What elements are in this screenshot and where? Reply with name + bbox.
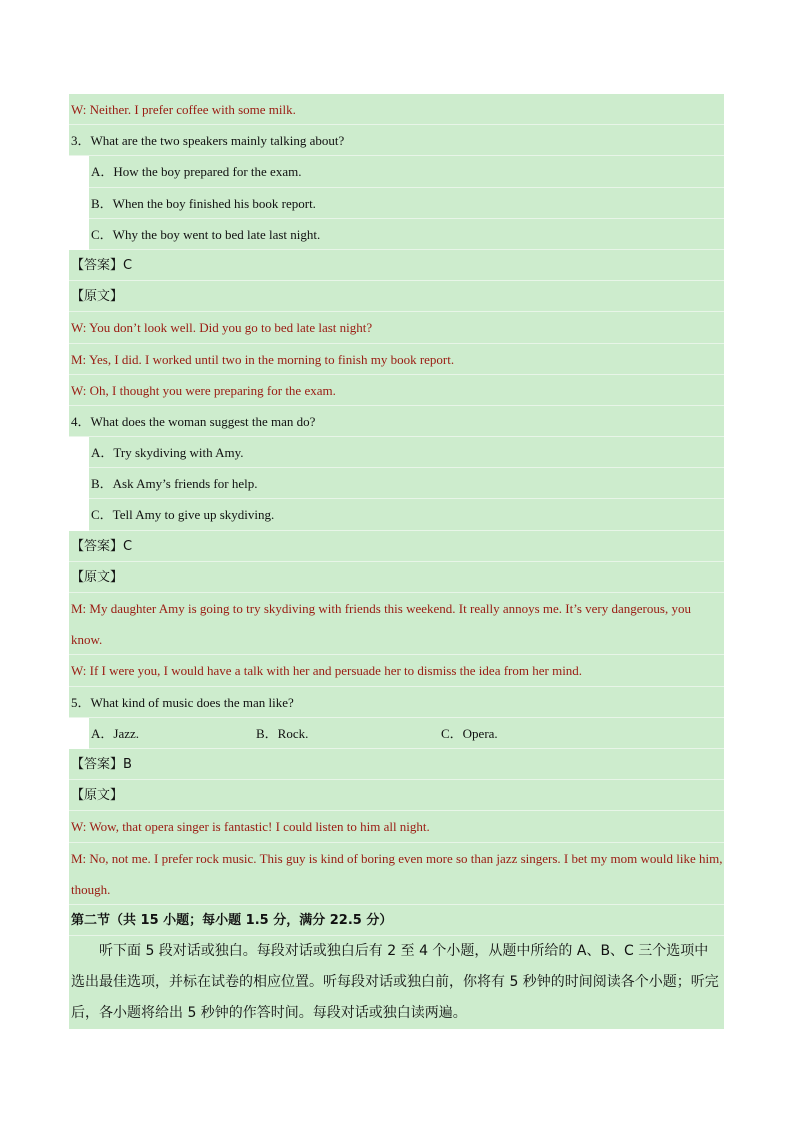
option-3c: C．Why the boy went to bed late last night. [89, 219, 724, 250]
options-5 [89, 718, 724, 749]
instructions-text: 听下面 5 段对话或独白。每段对话或独白后有 2 至 4 个小题，从题中所给的 A、B、C 三个选项中选出最佳选项，并标在试卷的相应位置。听每段对话或独白前，你将有 5 秒钟的时间阅读各个小题；听完后，各小题将给出 5 秒钟的作答时间。每段对话或独白读两遍。 [71, 943, 719, 1022]
option-4a: A．Try skydiving with Amy. [89, 437, 724, 468]
transcript-line: M: My daughter Amy is going to try skydiving with friends this weekend. It really annoys me. It’s very dangerous, you know. [69, 593, 724, 655]
answer-4: 【答案】C [69, 531, 724, 562]
original-text-label-3: 【原文】 [69, 281, 724, 312]
option-3b: B．When the boy finished his book report. [89, 188, 724, 219]
section-heading: 第二节（共 15 小题；每小题 1.5 分，满分 22.5 分） [69, 905, 724, 936]
original-text-label-5: 【原文】 [69, 780, 724, 811]
answer-5: 【答案】B [69, 749, 724, 780]
question-5: 5．What kind of music does the man like? [69, 687, 724, 718]
transcript-line: W: Neither. I prefer coffee with some milk. [69, 94, 724, 125]
option-5a: A．Jazz. [91, 725, 140, 741]
original-text-label-4: 【原文】 [69, 562, 724, 593]
answer-3: 【答案】C [69, 250, 724, 281]
question-4: 4．What does the woman suggest the man do? [69, 406, 724, 437]
transcript-line: M: Yes, I did. I worked until two in the morning to finish my book report. [69, 344, 724, 375]
document-page [69, 94, 724, 1029]
question-3: 3．What are the two speakers mainly talking about? [69, 125, 724, 156]
transcript-line: W: If I were you, I would have a talk with her and persuade her to dismiss the idea from her mind. [69, 655, 724, 686]
option-3a: A．How the boy prepared for the exam. [89, 156, 724, 187]
option-4b: B．Ask Amy’s friends for help. [89, 468, 724, 499]
option-5c: C．Opera. [441, 725, 498, 741]
transcript-line: W: You don’t look well. Did you go to bed late last night? [69, 312, 724, 343]
transcript-line: W: Oh, I thought you were preparing for the exam. [69, 375, 724, 406]
transcript-line: W: Wow, that opera singer is fantastic! I could listen to him all night. [69, 811, 724, 842]
transcript-line: M: No, not me. I prefer rock music. This guy is kind of boring even more so than jazz singers. I bet my mom would like him, though. [69, 843, 724, 905]
option-4c: C．Tell Amy to give up skydiving. [89, 499, 724, 530]
section-instructions [69, 936, 724, 1029]
option-5b: B．Rock. [256, 725, 309, 741]
